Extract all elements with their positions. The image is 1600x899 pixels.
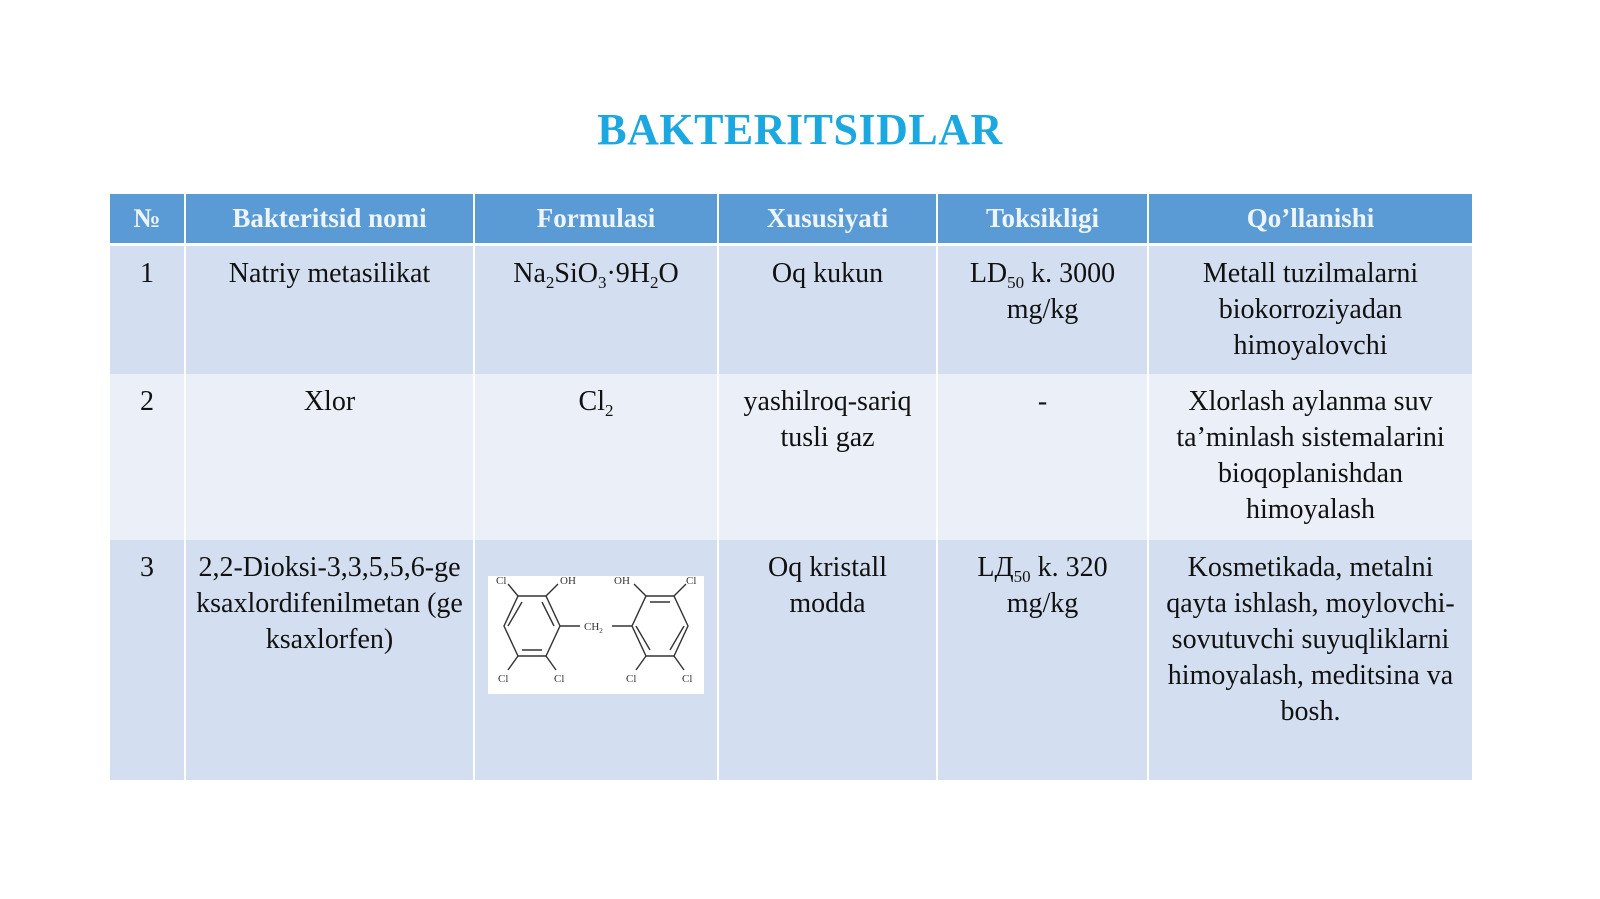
cell-toxicity: $LD_{50}$ k. 3000 mg/kg <box>937 245 1148 375</box>
hexachlorophene-structure-image <box>488 576 704 694</box>
cell-number: 3 <box>110 540 185 780</box>
cell-name: Natriy metasilikat <box>185 245 474 375</box>
label-cl: Cl <box>554 673 565 685</box>
cell-property: Oq kukun <box>718 245 937 375</box>
label-oh: OH <box>560 576 576 587</box>
cell-number: 2 <box>110 374 185 540</box>
label-cl: Cl <box>686 576 697 587</box>
cell-formula <box>474 540 718 780</box>
table-row <box>110 540 1472 780</box>
header-usage: Qo’llanishi <box>1148 194 1472 245</box>
label-cl: Cl <box>682 673 693 685</box>
cell-usage: Xlorlash aylanma suv ta’minlash sistemalarini bioqoplanishdan himoyalash <box>1148 374 1472 540</box>
header-number: № <box>110 194 185 245</box>
cell-formula: $Cl_2$ <box>474 374 718 540</box>
header-property: Xususiyati <box>718 194 937 245</box>
header-formula: Formulasi <box>474 194 718 245</box>
label-ch2: $CH_2$ <box>584 621 603 635</box>
table-row <box>110 374 1472 540</box>
label-oh: OH <box>614 576 630 587</box>
table-header-row <box>110 194 1472 245</box>
cell-toxicity: $LД_{50}$ k. 320 mg/kg <box>937 540 1148 780</box>
bactericides-table <box>110 194 1472 780</box>
cell-toxicity: - <box>937 374 1148 540</box>
cell-property: Oq kristall modda <box>718 540 937 780</box>
cell-name: 2,2-Dioksi-3,3,5,5,6-geksaxlordifenilmetan (geksaxlorfen) <box>185 540 474 780</box>
table-row <box>110 245 1472 375</box>
cell-usage: Kosmetikada, metalni qayta ishlash, moylovchi-sovutuvchi suyuqliklarni himoyalash, meditsina va bosh. <box>1148 540 1472 780</box>
header-name: Bakteritsid nomi <box>185 194 474 245</box>
slide-title: BAKTERITSIDLAR <box>597 105 1003 154</box>
label-cl: Cl <box>496 576 507 587</box>
cell-formula: $Na_2SiO_3\cdot 9H_2O$ <box>474 245 718 375</box>
cell-number: 1 <box>110 245 185 375</box>
header-toxicity: Toksikligi <box>937 194 1148 245</box>
cell-name: Xlor <box>185 374 474 540</box>
cell-usage: Metall tuzilmalarni biokorroziyadan himoyalovchi <box>1148 245 1472 375</box>
label-cl: Cl <box>498 673 509 685</box>
cell-property: yashilroq-sariq tusli gaz <box>718 374 937 540</box>
label-cl: Cl <box>626 673 637 685</box>
